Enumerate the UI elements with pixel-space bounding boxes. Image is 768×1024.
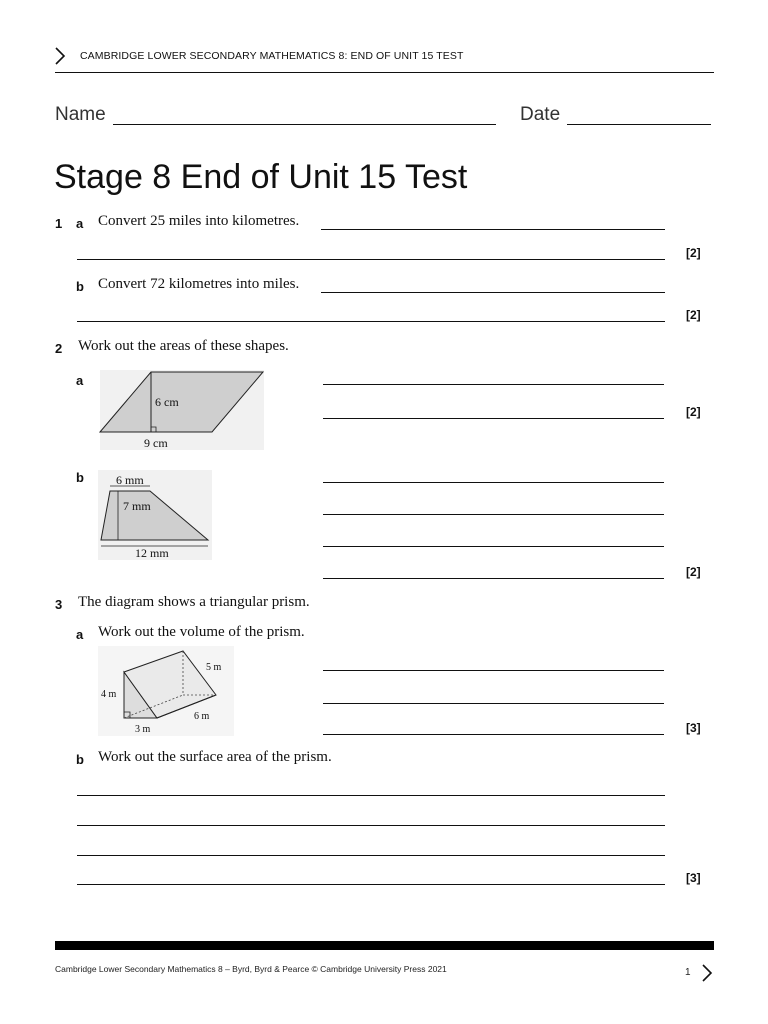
answer-line[interactable] bbox=[323, 514, 664, 515]
answer-line[interactable] bbox=[323, 546, 664, 547]
date-label: Date bbox=[520, 104, 561, 125]
question-3a-marks: [3] bbox=[686, 721, 701, 735]
prism-height-label: 4 m bbox=[101, 689, 117, 700]
question-1a-letter: a bbox=[76, 216, 84, 231]
trapezium-top-label: 6 mm bbox=[116, 473, 144, 487]
question-2b-letter: b bbox=[76, 470, 84, 485]
answer-line[interactable] bbox=[77, 259, 665, 260]
name-field[interactable] bbox=[113, 124, 496, 125]
answer-line[interactable] bbox=[323, 384, 664, 385]
question-1a-text: Convert 25 miles into kilometres. bbox=[98, 213, 300, 229]
trapezium-base-label: 12 mm bbox=[135, 546, 169, 560]
prism-length-label: 6 m bbox=[194, 711, 210, 722]
question-2b-marks: [2] bbox=[686, 565, 701, 579]
question-1b-text: Convert 72 kilometres into miles. bbox=[98, 276, 300, 292]
question-2-number: 2 bbox=[55, 341, 63, 356]
answer-line[interactable] bbox=[77, 795, 665, 796]
trapezium-height-label: 7 mm bbox=[123, 499, 151, 513]
question-3b-marks: [3] bbox=[686, 871, 701, 885]
name-label: Name bbox=[55, 104, 106, 125]
question-1b-marks: [2] bbox=[686, 308, 701, 322]
answer-line[interactable] bbox=[323, 734, 664, 735]
parallelogram-diagram bbox=[94, 366, 270, 452]
answer-line[interactable] bbox=[77, 321, 665, 322]
question-3b-letter: b bbox=[76, 752, 84, 767]
question-2a-letter: a bbox=[76, 373, 84, 388]
answer-line[interactable] bbox=[77, 855, 665, 856]
question-2a-marks: [2] bbox=[686, 405, 701, 419]
answer-line[interactable] bbox=[321, 292, 665, 293]
triangular-prism-diagram bbox=[96, 646, 236, 738]
question-1b-letter: b bbox=[76, 279, 84, 294]
footer-bar bbox=[55, 941, 714, 950]
parallelogram-height-label: 6 cm bbox=[155, 395, 179, 409]
prism-slant-label: 5 m bbox=[206, 662, 222, 673]
answer-line[interactable] bbox=[323, 482, 664, 483]
header-rule bbox=[55, 72, 714, 73]
answer-line[interactable] bbox=[77, 825, 665, 826]
question-3-text: The diagram shows a triangular prism. bbox=[78, 594, 310, 610]
question-2-text: Work out the areas of these shapes. bbox=[78, 338, 289, 354]
chevron-right-icon bbox=[700, 963, 714, 983]
question-1-number: 1 bbox=[55, 216, 63, 231]
date-field[interactable] bbox=[567, 124, 711, 125]
answer-line[interactable] bbox=[323, 703, 664, 704]
answer-line[interactable] bbox=[323, 578, 664, 579]
parallelogram-base-label: 9 cm bbox=[144, 436, 168, 450]
answer-line[interactable] bbox=[321, 229, 665, 230]
question-3b-text: Work out the surface area of the prism. bbox=[98, 749, 332, 765]
question-3a-text: Work out the volume of the prism. bbox=[98, 624, 305, 640]
answer-line[interactable] bbox=[323, 418, 664, 419]
footer-credit: Cambridge Lower Secondary Mathematics 8 – Byrd, Byrd & Pearce © Cambridge University Press 2021 bbox=[55, 964, 447, 974]
question-3a-letter: a bbox=[76, 627, 84, 642]
running-title: CAMBRIDGE LOWER SECONDARY MATHEMATICS 8: END OF UNIT 15 TEST bbox=[80, 50, 464, 62]
chevron-right-icon bbox=[53, 46, 67, 66]
question-1a-marks: [2] bbox=[686, 246, 701, 260]
prism-width-label: 3 m bbox=[135, 724, 151, 735]
page-title: Stage 8 End of Unit 15 Test bbox=[54, 158, 468, 196]
answer-line[interactable] bbox=[323, 670, 664, 671]
page-number: 1 bbox=[685, 967, 691, 978]
trapezium-diagram bbox=[94, 470, 214, 562]
question-3-number: 3 bbox=[55, 597, 63, 612]
answer-line[interactable] bbox=[77, 884, 665, 885]
